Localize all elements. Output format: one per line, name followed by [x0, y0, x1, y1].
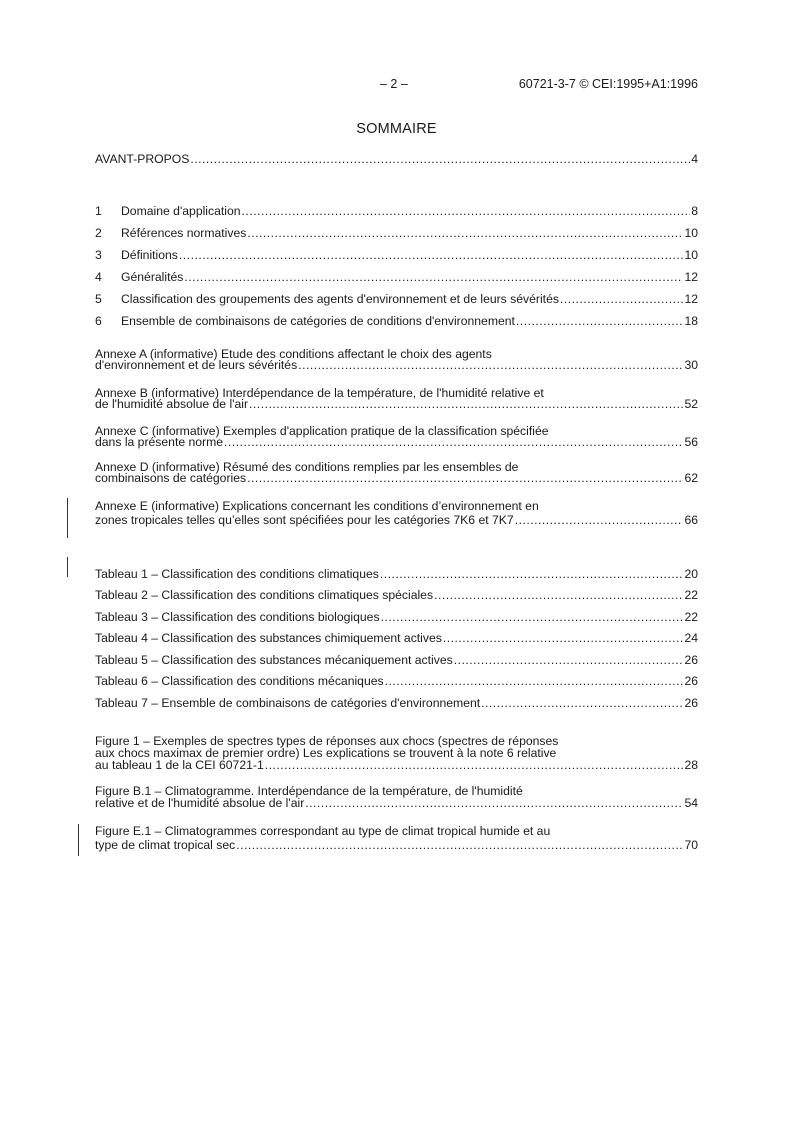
toc-table-entry[interactable] — [95, 645, 698, 667]
dot-leader — [434, 588, 683, 602]
dot-leader — [385, 674, 684, 688]
toc-entry-line: Figure B.1 – Climatogramme. Interdépendance de la température, de l'humidité — [95, 784, 523, 798]
dot-leader — [247, 473, 683, 484]
toc-entry-label: Tableau 1 – Classification des conditions climatiques — [95, 566, 379, 581]
toc-clause-entry[interactable] — [95, 306, 698, 328]
toc-tables — [95, 559, 698, 710]
dot-leader — [516, 314, 684, 328]
toc-entry-label: Ensemble de combinaisons de catégories de conditions d'environnement — [121, 314, 515, 328]
dot-leader — [443, 631, 684, 645]
toc-entry-page: 12 — [684, 292, 698, 306]
clause-number: 2 — [95, 226, 102, 240]
toc-entry-page: 8 — [691, 204, 698, 218]
toc-figure-1[interactable] — [95, 735, 698, 771]
toc-clause-entry[interactable] — [95, 218, 698, 240]
toc-figure-b1[interactable] — [95, 785, 698, 809]
toc-entry-label: dans la présente norme — [95, 435, 224, 449]
toc-entry-label: d'environnement et de leurs sévérités — [95, 358, 298, 372]
clause-number: 6 — [95, 314, 102, 328]
dot-leader — [242, 204, 691, 218]
toc-clauses — [95, 196, 698, 328]
toc-entry-line: Annexe E (informative) Explications concernant les conditions d’environnement en — [95, 499, 539, 513]
toc-entry-line: Figure E.1 – Climatogrammes correspondant au type de climat tropical humide et au — [95, 824, 551, 838]
toc-entry-page: 22 — [684, 609, 698, 624]
toc-entry-page: 66 — [684, 513, 698, 527]
dot-leader — [515, 513, 684, 527]
toc-entry-page: 54 — [684, 796, 698, 810]
toc-clause-entry[interactable] — [95, 240, 698, 262]
toc-entry-label: Tableau 6 – Classification des conditions mécaniques — [95, 674, 384, 688]
toc-entry-page: 26 — [684, 674, 698, 688]
toc-table-entry[interactable] — [95, 602, 698, 624]
toc-annex-d[interactable] — [95, 462, 698, 484]
clause-number: 3 — [95, 248, 102, 262]
toc-entry-page: 12 — [684, 270, 698, 284]
dot-leader — [381, 610, 684, 624]
toc-entry-label: Références normatives — [121, 226, 247, 240]
toc-clause-entry[interactable] — [95, 262, 698, 284]
toc-entry-label: AVANT-PROPOS — [95, 152, 190, 166]
toc-entry-label: Classification des groupements des agents d'environnement et de leurs sévérités — [121, 292, 559, 306]
revision-change-bar — [67, 498, 68, 538]
toc-entry-line: Annexe B (informative) Interdépendance de la température, de l'humidité relative et — [95, 386, 544, 400]
dot-leader — [560, 292, 684, 306]
clause-number: 4 — [95, 270, 102, 284]
toc-entry-page: 70 — [684, 838, 698, 852]
toc-entry-page: 22 — [684, 588, 698, 602]
toc-entry-label: Définitions — [121, 248, 178, 262]
toc-entry-page: 4 — [691, 152, 698, 166]
toc-figure-e1[interactable] — [95, 824, 698, 852]
dot-leader — [179, 248, 684, 262]
toc-clause-entry[interactable] — [95, 284, 698, 306]
dot-leader — [298, 360, 683, 371]
toc-table-entry[interactable] — [95, 667, 698, 689]
dot-leader — [305, 797, 683, 809]
toc-entry-label: combinaisons de catégories — [95, 471, 247, 485]
revision-change-bar — [78, 824, 79, 856]
toc-entry-label: au tableau 1 de la CEI 60721-1 — [95, 758, 264, 772]
toc-entry-label: Tableau 7 – Ensemble de combinaisons de catégories d'environnement — [95, 695, 481, 710]
toc-entry-page: 20 — [684, 566, 698, 581]
toc-table-entry[interactable] — [95, 624, 698, 646]
toc-entry-label: Tableau 2 – Classification des conditions climatiques spéciales — [95, 588, 434, 602]
toc-entry-line: aux chocs maximax de premier ordre) Les explications se trouvent à la note 6 relative — [95, 746, 557, 760]
toc-entry-page: 26 — [684, 695, 698, 710]
toc-entry-page: 52 — [684, 397, 698, 411]
toc-entry-page: 18 — [684, 314, 698, 328]
dot-leader — [184, 270, 683, 284]
toc-annex-c[interactable] — [95, 426, 698, 448]
toc-clause-entry[interactable] — [95, 196, 698, 218]
clause-number: 1 — [95, 204, 102, 218]
dot-leader — [265, 759, 684, 771]
toc-entry-page: 10 — [684, 226, 698, 240]
toc-annex-b[interactable] — [95, 388, 698, 410]
toc-entry-line: Annexe C (informative) Exemples d'application pratique de la classification spécifiée — [95, 424, 549, 438]
dot-leader — [481, 696, 683, 710]
page-number: – 2 – — [380, 77, 408, 91]
dot-leader — [190, 152, 690, 166]
document-reference: 60721-3-7 © CEI:1995+A1:1996 — [518, 77, 698, 91]
toc-entry-page: 24 — [684, 631, 698, 645]
dot-leader — [380, 567, 684, 581]
toc-entry-label: Domaine d'application — [121, 204, 241, 218]
toc-entry-label: de l'humidité absolue de l'air — [95, 397, 249, 411]
toc-entry-page: 10 — [684, 248, 698, 262]
toc-entry-label: Tableau 4 – Classification des substances chimiquement actives — [95, 631, 442, 645]
clause-number: 5 — [95, 292, 102, 306]
toc-entry-label: Tableau 5 – Classification des substances mécaniquement actives — [95, 652, 453, 667]
toc-annex-e[interactable] — [95, 499, 698, 527]
toc-entry-page: 28 — [684, 758, 698, 772]
toc-table-entry[interactable] — [95, 688, 698, 710]
dot-leader — [247, 226, 683, 240]
page-header — [0, 77, 793, 93]
toc-entry-page: 56 — [684, 435, 698, 449]
toc-annex-a[interactable] — [95, 349, 698, 371]
dot-leader — [249, 399, 683, 410]
page-title: SOMMAIRE — [356, 121, 437, 137]
toc-entry-line: Annexe A (informative) Etude des conditions affectant le choix des agents — [95, 347, 492, 361]
toc-entry-page: 26 — [684, 652, 698, 667]
toc-entry-label: relative et de l'humidité absolue de l'air — [95, 796, 305, 810]
dot-leader — [236, 838, 683, 852]
revision-change-bar — [67, 557, 68, 577]
toc-entry-label: type de climat tropical sec — [95, 838, 236, 852]
dot-leader — [454, 653, 684, 667]
dot-leader — [224, 437, 683, 448]
toc-table-entry[interactable] — [95, 559, 698, 581]
toc-entry-line: Figure 1 – Exemples de spectres types de réponses aux chocs (spectres de réponses — [95, 734, 559, 748]
toc-entry-page: 62 — [684, 471, 698, 485]
toc-entry-label: zones tropicales telles qu’elles sont spécifiées pour les catégories 7K6 et 7K7 — [95, 513, 514, 527]
toc-entry-page: 30 — [684, 358, 698, 372]
toc-avant-propos[interactable] — [95, 152, 698, 166]
toc-entry-label: Tableau 3 – Classification des conditions biologiques — [95, 609, 380, 624]
toc-entry-line: Annexe D (informative) Résumé des conditions remplies par les ensembles de — [95, 460, 519, 474]
toc-table-entry[interactable] — [95, 581, 698, 603]
toc-entry-label: Généralités — [121, 270, 184, 284]
